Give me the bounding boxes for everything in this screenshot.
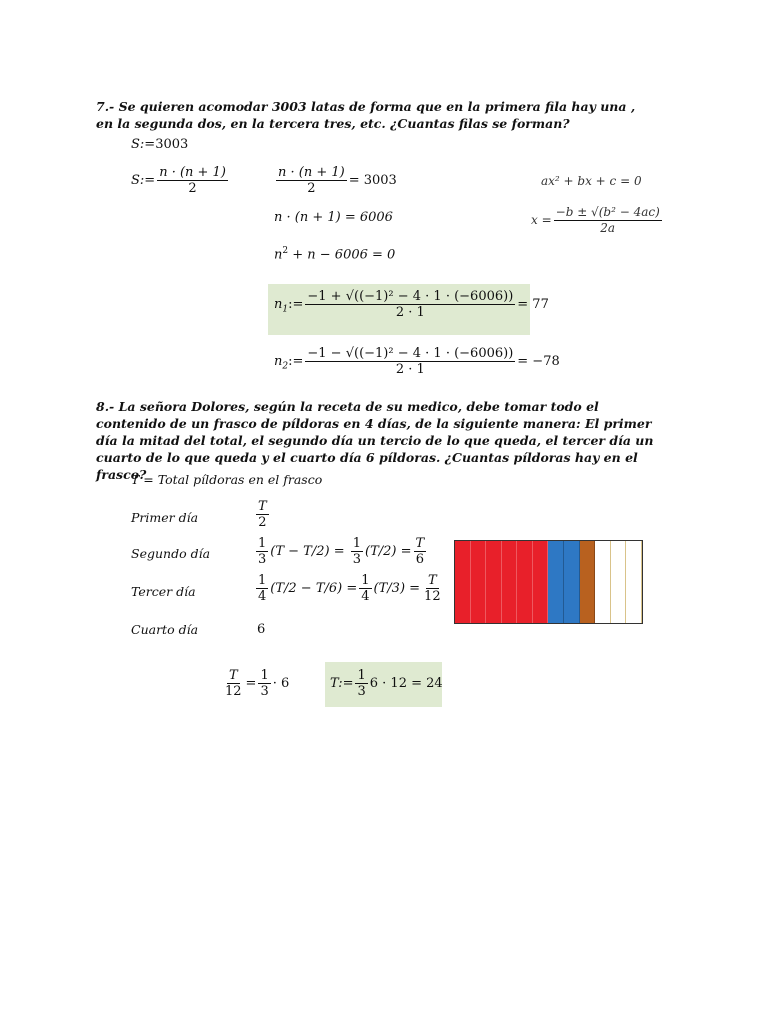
day1-expression [254, 499, 271, 530]
eq1-fraction [276, 165, 347, 196]
bar-segment-red [502, 541, 518, 623]
equation-1 [274, 165, 397, 196]
day4-label: Cuarto día [131, 622, 199, 637]
day3-paren: (T/3) = [373, 581, 421, 596]
problem-8-heading: 8.- La señora Dolores, según la receta de su medico, debe tomar todo el contenido de un frasco de píldoras en 4 días, de la siguiente manera: El primer día la mitad del total, el segundo día un tercio de lo que queda, el tercer día un cuarto de lo que queda y el cuarto día 6 píldoras. ¿Cuantas píldoras hay en el frasco? [96, 399, 654, 482]
bar-segment-blue [564, 541, 580, 623]
s-formula-fraction [157, 165, 228, 196]
day1-den: 2 [258, 515, 267, 530]
bar-segment-white [595, 541, 611, 623]
day2-a-num: 1 [258, 536, 267, 551]
day3-a-den: 4 [258, 589, 267, 604]
eq1-rhs: = 3003 [348, 173, 397, 188]
equation-2: n · (n + 1) = 6006 [274, 210, 393, 225]
answer-den: 3 [357, 684, 366, 699]
n2-num: −1 − √((−1)² − 4 · 1 · (−6006)) [307, 346, 514, 361]
final-lhs-num: T [228, 668, 238, 683]
day3-res-num: T [427, 573, 437, 588]
final-lhs-fraction [223, 668, 244, 699]
day3-a-num: 1 [258, 573, 267, 588]
quadratic-fraction [554, 205, 662, 236]
day2-b-num: 1 [352, 536, 362, 551]
day2-a-fraction [256, 536, 268, 567]
day3-mid: (T/2 − T/6) = [270, 581, 358, 596]
equation-3 [274, 246, 395, 262]
day2-b-fraction [351, 536, 363, 567]
day3-res-fraction [422, 573, 443, 604]
day3-a-fraction [256, 573, 268, 604]
day2-b-den: 3 [352, 552, 362, 567]
n2-fraction [305, 346, 515, 377]
day3-expression [254, 573, 445, 604]
answer-lhs: T:= [330, 676, 354, 691]
answer-tail: 6 · 12 = 24 [369, 676, 443, 691]
s-definition [131, 137, 188, 152]
bar-segment-white [611, 541, 627, 623]
bar-segment-red [517, 541, 533, 623]
n1-lhs: n [274, 297, 283, 312]
t-definition: T = Total píldoras en el frasco [131, 472, 323, 487]
n2-sub: 2 [282, 361, 289, 372]
day2-res-num: T [415, 536, 425, 551]
quadratic-den: 2a [600, 221, 616, 235]
day3-b-num: 1 [361, 573, 370, 588]
bar-segment-blue [548, 541, 564, 623]
s-formula-lhs: S:= [131, 173, 156, 188]
bar-segment-orange [580, 541, 596, 623]
eq3-base: n [274, 247, 283, 263]
quadratic-x: x = [531, 213, 552, 227]
day2-label: Segundo día [131, 546, 211, 561]
day3-b-fraction [359, 573, 371, 604]
quadratic-formula [531, 205, 664, 236]
s-def-lhs: S:= [131, 137, 156, 152]
n1-sub: 1 [282, 304, 289, 315]
n2-den: 2 · 1 [395, 362, 425, 377]
bar-segment-red [471, 541, 487, 623]
quadratic-num: −b ± √(b² − 4ac) [555, 205, 660, 219]
day2-res-fraction [414, 536, 427, 567]
bar-segment-red [486, 541, 502, 623]
n1-den: 2 · 1 [395, 305, 425, 320]
day4-value: 6 [257, 622, 266, 637]
day2-expression [254, 536, 428, 567]
s-formula [131, 165, 230, 196]
n2-lhs: n [274, 354, 283, 369]
n1-num: −1 + √((−1)² − 4 · 1 · (−6006)) [307, 289, 514, 304]
s-formula-num: n · (n + 1) [159, 165, 226, 180]
pill-fraction-bar [454, 540, 643, 624]
n1-fraction [305, 289, 515, 320]
s-formula-den: 2 [188, 181, 197, 196]
final-lhs-den: 12 [225, 684, 242, 699]
bar-segment-red [533, 541, 549, 623]
final-equation [221, 668, 289, 699]
day1-fraction [256, 499, 269, 530]
final-rhs-num: 1 [260, 668, 269, 683]
bar-segment-white [626, 541, 642, 623]
answer-fraction [355, 668, 367, 699]
day2-res-den: 6 [415, 552, 424, 567]
final-rhs-den: 3 [260, 684, 269, 699]
answer-num: 1 [357, 668, 366, 683]
final-eq-sign: = [245, 676, 257, 691]
n2-equation: $n_2:=$ $\frac{\text{−1 − √((−1)² − 4 · 1 · (−6006))}}{2 \cdot 1}$ = −78 [274, 346, 560, 377]
day2-paren: (T/2) = [365, 544, 412, 559]
final-rhs-tail: · 6 [272, 676, 290, 691]
eq3-rest: + n − 6006 = 0 [288, 247, 396, 263]
n2-rhs: = −78 [517, 354, 560, 369]
day3-b-den: 4 [361, 589, 370, 604]
bar-segment-red [455, 541, 471, 623]
eq1-den: 2 [307, 181, 316, 196]
day2-mid: (T − T/2) = [270, 544, 349, 559]
day3-label: Tercer día [131, 584, 196, 599]
s-value: 3003 [155, 137, 189, 152]
eq1-num: n · (n + 1) [278, 165, 345, 180]
day1-num: T [258, 499, 267, 514]
day1-label: Primer día [131, 510, 199, 525]
problem-7-heading: 7.- Se quieren acomodar 3003 latas de forma que en la primera fila hay una , en la segunda dos, en la tercera tres, etc. ¿Cuantas filas se forman? [96, 99, 636, 131]
eq3-exp: 2 [282, 246, 289, 256]
n1-rhs: = 77 [517, 297, 549, 312]
day3-res-den: 12 [424, 589, 441, 604]
answer-equation [330, 668, 443, 699]
final-rhs-fraction [258, 668, 270, 699]
quadratic-general-form: ax² + bx + c = 0 [541, 174, 642, 188]
day2-a-den: 3 [258, 552, 267, 567]
n1-equation: $n_1:=$ $\frac{\text{−1 + √((−1)² − 4 · 1 · (−6006))}}{2 \cdot 1}$ = 77 [274, 289, 549, 320]
